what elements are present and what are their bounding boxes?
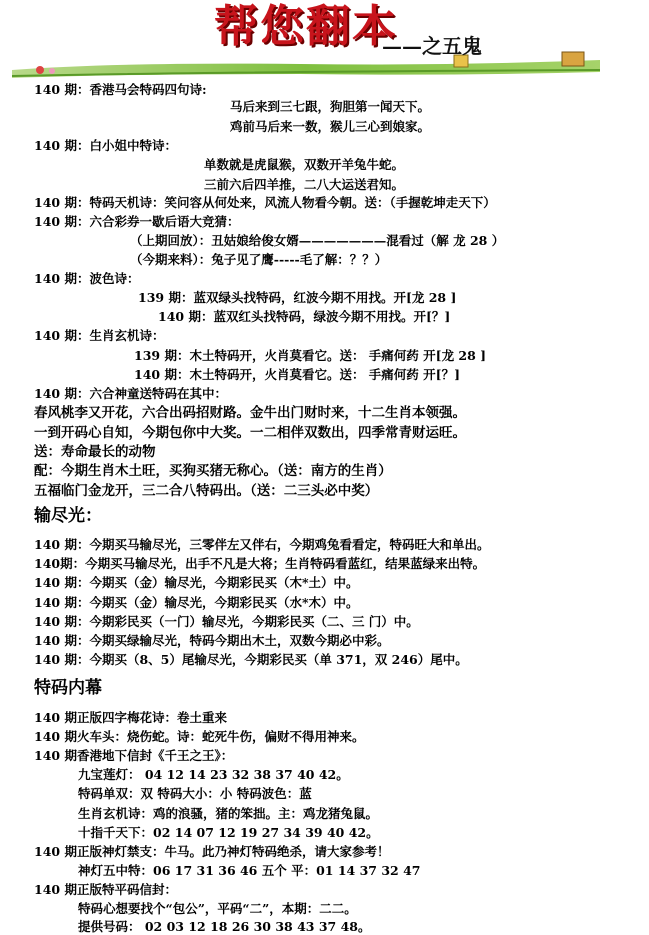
text-line: 特码单双：双 特码大小：小 特码波色：蓝 xyxy=(78,786,312,801)
text-line: 140 期：波色诗： xyxy=(34,271,140,286)
text-line: 140 期：特码天机诗：笑问容从何处来，风流人物看今朝。送：（手握乾坤走天下） xyxy=(34,195,496,210)
text-line: 马后来到三七跟，狗胆第一闻天下。 xyxy=(230,99,431,114)
text-line: 特码心想要找个“包公”，平码“二”，本期：二二。 xyxy=(78,901,357,916)
text-line: 140 期香港地下信封《千王之王》： xyxy=(34,748,234,763)
text-line: 140 期：蓝双红头找特码，绿波今期不用找。开[？] xyxy=(158,309,451,324)
text-line: 春风桃李又开花，六合出码招财路。金牛出门财时来，十二生肖本领强。 xyxy=(34,405,466,421)
section-heading: 输尽光： xyxy=(34,506,102,526)
text-line: 140 期：今期买马输尽光，三零伴左又伴右，今期鸡兔看看定，特码旺大和单出。 xyxy=(34,537,490,552)
text-line: 140期：今期买马输尽光，出手不凡是大将；生肖特码看蓝红，结果蓝绿来出特。 xyxy=(34,556,486,571)
text-line: 140 期：六合彩券一歇后语大竞猜： xyxy=(34,214,240,229)
text-line: 140 期：六合神童送特码在其中： xyxy=(34,386,227,401)
text-line: 提供号码： 02 03 12 18 26 30 38 43 37 48。 xyxy=(78,919,371,934)
text-line: 五福临门金龙开，三二合八特码出。（送：二三头必中奖） xyxy=(34,483,379,499)
text-line: 单数就是虎鼠猴，双数开羊兔牛蛇。 xyxy=(204,157,405,172)
text-line: 140 期正版四字梅花诗：卷土重来 xyxy=(34,710,227,725)
text-line: 140 期火车头：烧伤蛇。诗：蛇死牛伤，偏财不得用神来。 xyxy=(34,729,365,744)
text-line: 三前六后四羊推，二八大运送君知。 xyxy=(204,177,405,192)
text-line: 140 期：木土特码开，火肖莫看它。送： 手痛何药 开[？] xyxy=(134,367,460,382)
text-line: 140 期：今期彩民买（一门）输尽光，今期彩民买（二、三 门）中。 xyxy=(34,614,419,629)
page-title: 帮您翻本 xyxy=(214,1,398,52)
text-line: 139 期：蓝双绿头找特码，红波今期不用找。开[龙 28 ] xyxy=(138,290,457,305)
text-line: 140 期：白小姐中特诗： xyxy=(34,138,177,153)
text-line: 配：今期生肖木土旺，买狗买猪无称心。（送：南方的生肖） xyxy=(34,463,392,479)
text-line: 140 期：今期买（8、5）尾输尽光，今期彩民买（单 371，双 246）尾中。 xyxy=(34,652,468,667)
text-line: 140 期：今期买（金）输尽光，今期彩民买（木*土）中。 xyxy=(34,575,359,590)
text-line: 神灯五中特：06 17 31 36 46 五个 平：01 14 37 32 47 xyxy=(78,863,421,878)
text-line: 送：寿命最长的动物 xyxy=(34,444,156,460)
text-line: 140 期正版特平码信封： xyxy=(34,882,177,897)
text-line: 139 期：木土特码开，火肖莫看它。送： 手痛何药 开[龙 28 ] xyxy=(134,348,487,363)
page-subtitle: ——之五鬼 xyxy=(382,34,482,58)
text-line: 九宝莲灯： 04 12 14 23 32 38 37 40 42。 xyxy=(78,767,349,782)
text-line: 140 期正版神灯禁支：牛马。此乃神灯特码绝杀，请大家参考！ xyxy=(34,844,390,859)
text-line: （上期回放）：丑姑娘给俊女婿———————混看过（解 龙 28 ） xyxy=(130,233,505,248)
text-line: 一到开码心自知，今期包你中大奖。一二相伴双数出，四季常青财运旺。 xyxy=(34,425,466,441)
text-line: 140 期：今期买（金）输尽光，今期彩民买（水*木）中。 xyxy=(34,595,359,610)
text-line: 140 期：香港马会特码四句诗: xyxy=(34,82,207,97)
text-line: 鸡前马后来一数，猴儿三心到娘家。 xyxy=(230,119,431,134)
text-line: 十指千天下：02 14 07 12 19 27 34 39 40 42。 xyxy=(78,825,379,840)
text-line: （今期来料）：兔子见了鹰-----毛了解：？？） xyxy=(130,252,388,267)
text-line: 140 期：生肖玄机诗： xyxy=(34,328,165,343)
text-line: 生肖玄机诗：鸡的浪骚，猪的笨拙。主：鸡龙猪兔鼠。 xyxy=(78,806,379,821)
text-line: 140 期：今期买绿输尽光，特码今期出木土，双数今期必中彩。 xyxy=(34,633,390,648)
section-heading: 特码内幕 xyxy=(34,678,102,698)
